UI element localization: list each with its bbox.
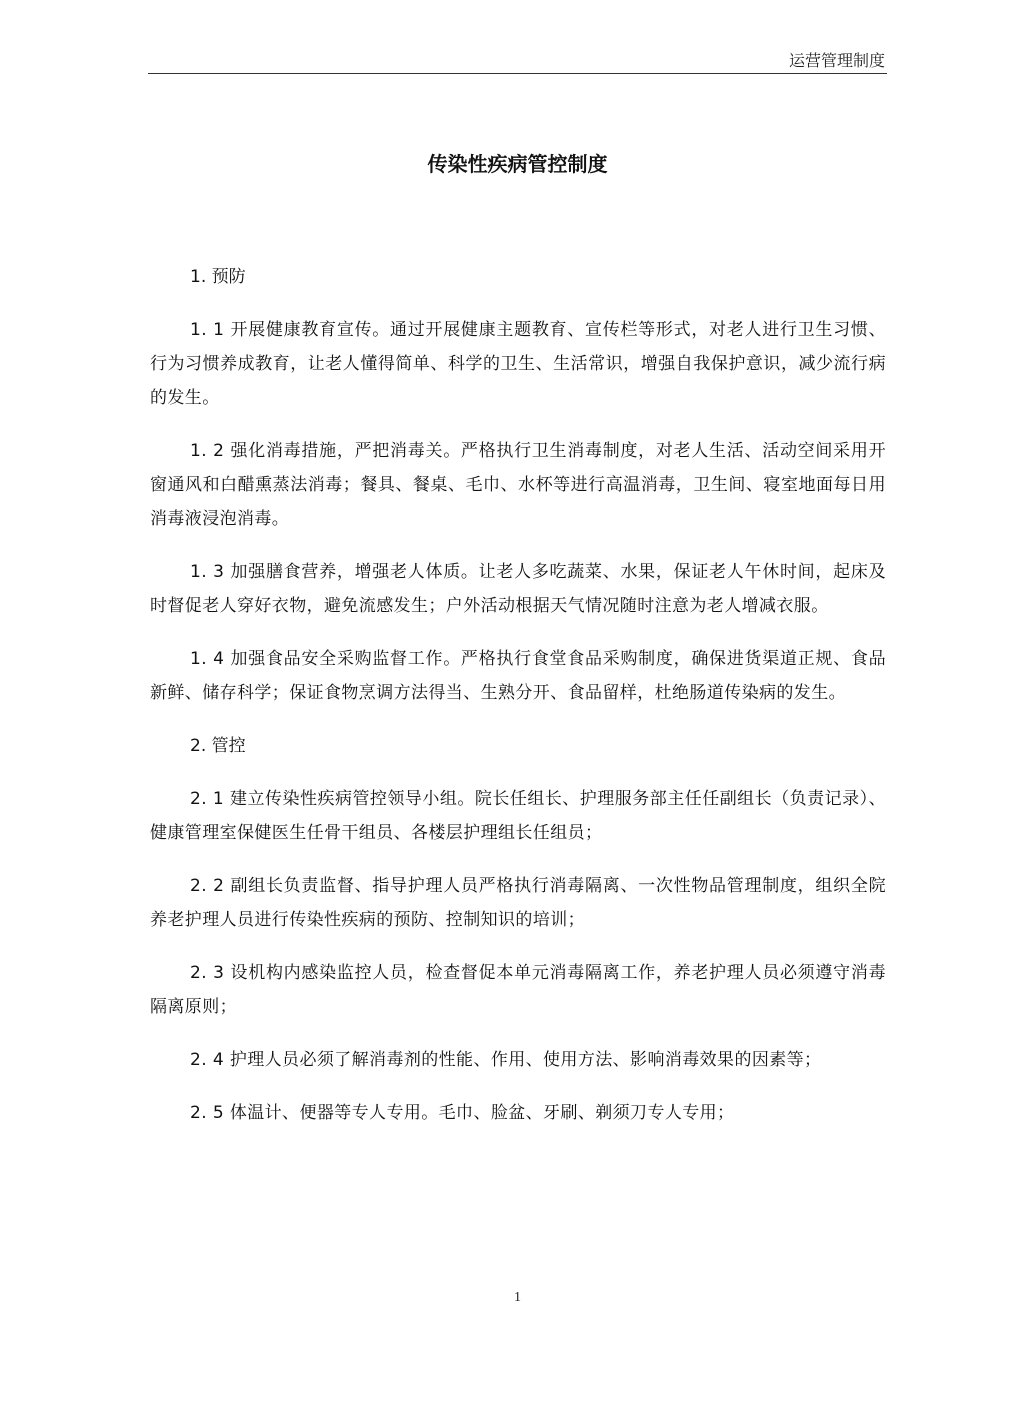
- paragraph-2-1: 2. 1 建立传染性疾病管控领导小组。院长任组长、护理服务部主任任副组长（负责记录）、健康管理室保健医生任骨干组员、各楼层护理组长任组员；: [150, 789, 886, 843]
- paragraph-2-4: 2. 4 护理人员必须了解消毒剂的性能、作用、使用方法、影响消毒效果的因素等；: [190, 1050, 822, 1070]
- document-title: 传染性疾病管控制度: [427, 152, 608, 176]
- running-header: 运营管理制度: [788, 51, 885, 70]
- paragraph-1-3: 1. 3 加强膳食营养，增强老人体质。让老人多吃蔬菜、水果，保证老人午休时间，起床及时督促老人穿好衣物，避免流感发生；户外活动根据天气情况随时注意为老人增减衣服。: [150, 562, 886, 616]
- paragraph-1-2: 1. 2 强化消毒措施，严把消毒关。严格执行卫生消毒制度，对老人生活、活动空间采用开窗通风和白醋熏蒸法消毒；餐具、餐桌、毛巾、水杯等进行高温消毒，卫生间、寝室地面每日用消毒液浸泡消毒。: [150, 441, 886, 529]
- paragraph-1-4: 1. 4 加强食品安全采购监督工作。严格执行食堂食品采购制度，确保进货渠道正规、食品新鲜、储存科学；保证食物烹调方法得当、生熟分开、食品留样，杜绝肠道传染病的发生。: [150, 649, 886, 703]
- section-heading-prevention: 1. 预防: [190, 267, 246, 287]
- document-body: [150, 260, 886, 1149]
- paragraph-2-2: 2. 2 副组长负责监督、指导护理人员严格执行消毒隔离、一次性物品管理制度，组织全院养老护理人员进行传染性疾病的预防、控制知识的培训；: [150, 876, 886, 930]
- section-heading-control: 2. 管控: [190, 736, 246, 756]
- paragraph-1-1: 1. 1 开展健康教育宣传。通过开展健康主题教育、宣传栏等形式，对老人进行卫生习惯、行为习惯养成教育，让老人懂得简单、科学的卫生、生活常识，增强自我保护意识，减少流行病的发生。: [150, 320, 886, 408]
- page-number: 1: [514, 1290, 521, 1305]
- paragraph-2-5: 2. 5 体温计、便器等专人专用。毛巾、脸盆、牙刷、剃须刀专人专用；: [190, 1103, 735, 1123]
- header-divider: [148, 73, 887, 74]
- paragraph-2-3: 2. 3 设机构内感染监控人员，检查督促本单元消毒隔离工作，养老护理人员必须遵守消毒隔离原则；: [150, 963, 886, 1017]
